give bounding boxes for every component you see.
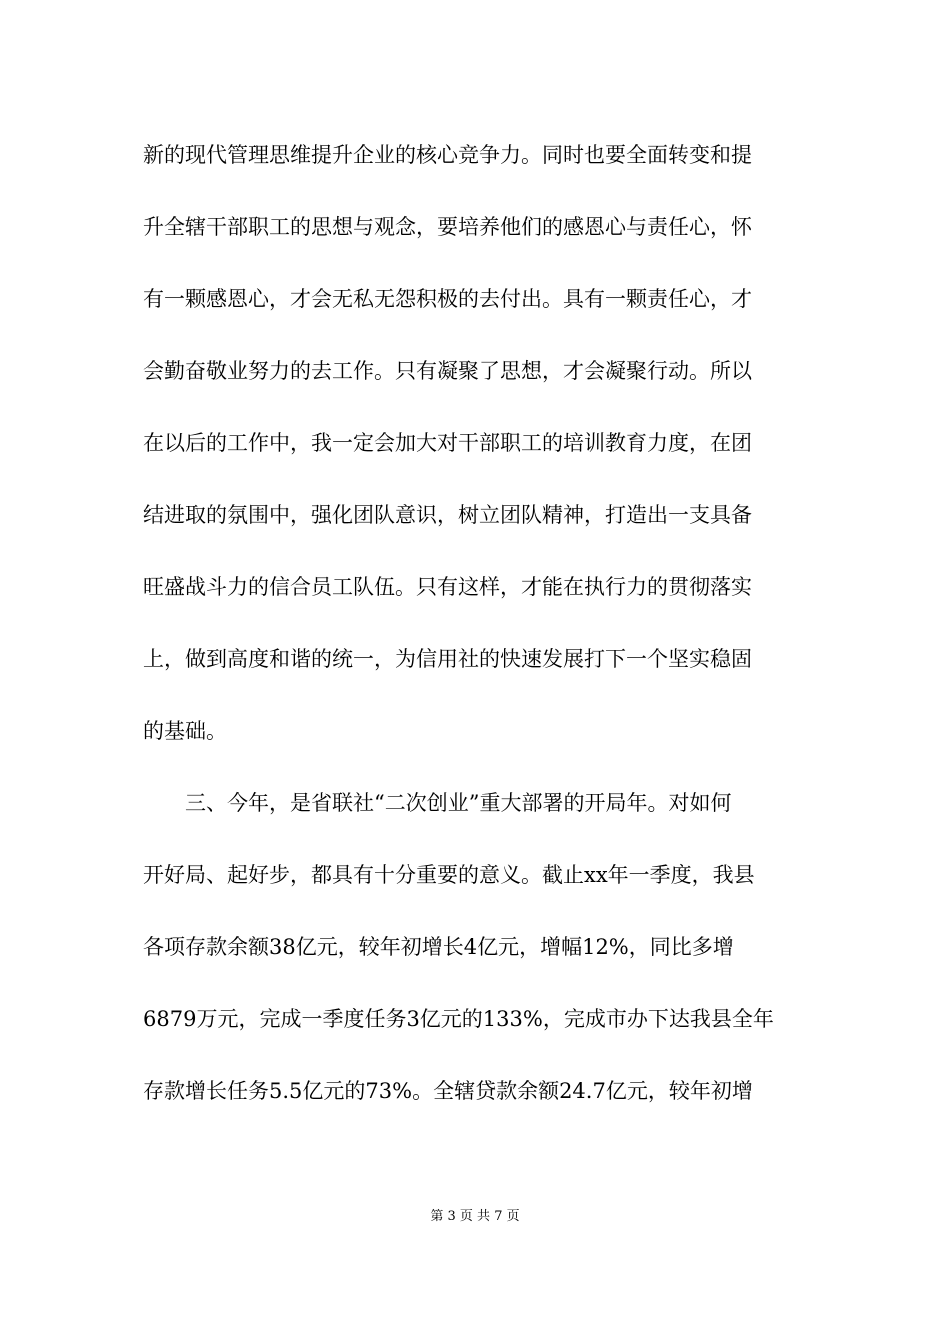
paragraph-first-line: 三、今年，是省联社“二次创业”重大部署的开局年。对如何 [185, 791, 732, 815]
body-text-line: 开好局、起好步，都具有十分重要的意义。截止xx年一季度，我县 [143, 863, 755, 887]
body-text-line: 有一颗感恩心，才会无私无怨积极的去付出。具有一颗责任心，才 [143, 287, 752, 311]
body-text-line: 会勤奋敬业努力的去工作。只有凝聚了思想，才会凝聚行动。所以 [143, 359, 752, 383]
body-text-line: 升全辖干部职工的思想与观念，要培养他们的感恩心与责任心，怀 [143, 215, 752, 239]
body-text-line: 旺盛战斗力的信合员工队伍。只有这样，才能在执行力的贯彻落实 [143, 575, 752, 599]
body-text-line: 新的现代管理思维提升企业的核心竞争力。同时也要全面转变和提 [143, 143, 752, 167]
body-text-line: 上，做到高度和谐的统一，为信用社的快速发展打下一个坚实稳固 [143, 647, 752, 671]
body-text-line: 的基础。 [143, 719, 227, 743]
body-text-line: 在以后的工作中，我一定会加大对干部职工的培训教育力度，在团 [143, 431, 752, 455]
body-text-line: 结进取的氛围中，强化团队意识，树立团队精神，打造出一支具备 [143, 503, 752, 527]
body-text-line: 各项存款余额38亿元，较年初增长4亿元，增幅12%，同比多增 [143, 935, 734, 959]
body-text-line: 存款增长任务5.5亿元的73%。全辖贷款余额24.7亿元，较年初增 [143, 1079, 753, 1103]
body-text-line: 6879万元，完成一季度任务3亿元的133%，完成市办下达我县全年 [143, 1007, 774, 1031]
page-number-footer: 第 3 页 共 7 页 [430, 1209, 520, 1224]
